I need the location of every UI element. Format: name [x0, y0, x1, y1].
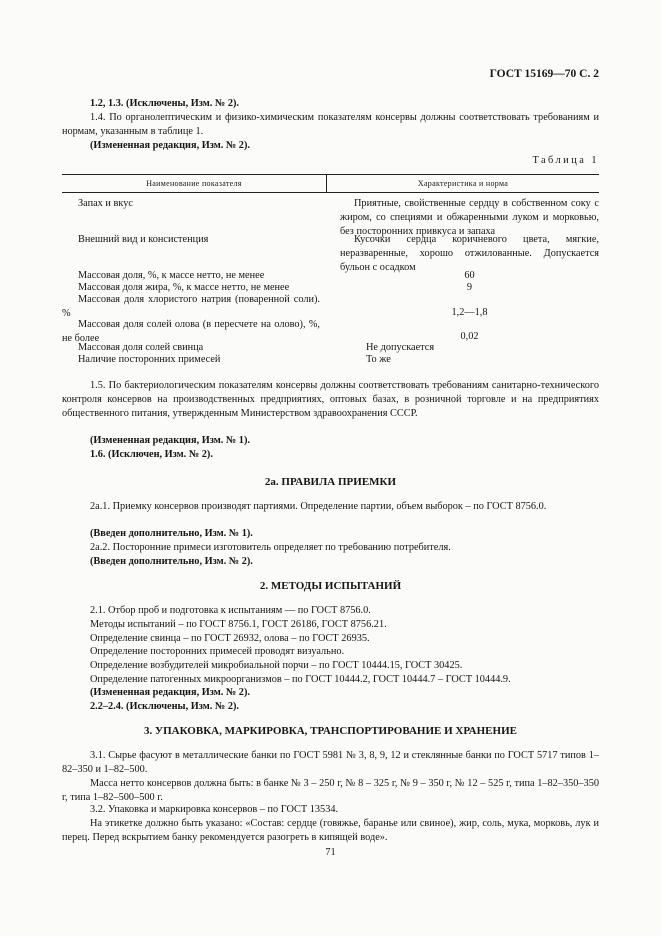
clause-3-2: 3.2. Упаковка и маркировка консервов – по ГОСТ 13534. — [90, 804, 339, 815]
clause-1-5: 1.5. По бактериологическим показателям консервы должны соответствовать требованиям санитарно-технического контроля консервов на производственных предприятиях, оптовых базах, в розничной торговле и на предприятиях общественного питания, утвержденным Министерством здравоохранения СССР. — [62, 380, 599, 419]
clause-2a-2: 2а.2. Посторонние примеси изготовитель определяет по требованию потребителя. — [90, 542, 451, 553]
page-header: ГОСТ 15169—70 С. 2 — [489, 68, 599, 80]
amendment-note-2: (Измененная редакция, Изм. № 2). — [90, 687, 250, 698]
table-row-2-value: Кусочки сердца коричневого цвета, мягкие, неразваренные, хорошо отжилованные. Допускается бульон с осадком — [340, 234, 599, 273]
table-row-7-value: Не допускается — [366, 342, 435, 353]
table-label: Таблица 1 — [532, 155, 599, 166]
clause-1-6: 1.6. (Исключен, Изм. № 2). — [90, 449, 213, 460]
amendment-note-1: (Измененная редакция, Изм. № 1). — [90, 435, 250, 446]
table-top-rule — [62, 174, 599, 175]
amendment-note: (Измененная редакция, Изм. № 2). — [90, 140, 250, 151]
clause-2-2-2-4: 2.2–2.4. (Исключены, Изм. № 2). — [90, 701, 239, 712]
clause-2-1: 2.1. Отбор проб и подготовка к испытаниям — по ГОСТ 8756.0. — [90, 605, 371, 616]
table-row-4-value: 9 — [466, 282, 473, 293]
table-row-4-name: Массовая доля жира, %, к массе нетто, не менее — [78, 282, 290, 293]
table-row-3-name: Массовая доля, %, к массе нетто, не менее — [78, 270, 265, 281]
table-row-2-name: Внешний вид и консистенция — [78, 234, 209, 245]
clause-1-2-1-3: 1.2, 1.3. (Исключены, Изм. № 2). — [90, 98, 239, 109]
table-row-3-value: 60 — [464, 270, 475, 281]
table-header-indicator: Наименование показателя — [146, 179, 242, 188]
clause-1-4: 1.4. По органолептическим и физико-химическим показателям консервы должны соответствовать требованиям и нормам, указанным в таблице 1. — [62, 112, 599, 137]
table-row-6-value: 0,02 — [460, 331, 479, 342]
table-row-1-name: Запах и вкус — [78, 198, 133, 209]
amendment-note-2a-2: (Введен дополнительно, Изм. № 2). — [90, 556, 253, 567]
table-row-5-name: Массовая доля хлористого натрия (поваренной соли). % — [62, 294, 320, 319]
clause-3-1: 3.1. Сырье фасуют в металлические банки по ГОСТ 5981 № 3, 8, 9, 12 и стеклянные банки по ГОСТ 5717 типов 1–82–350 и 1–82–500. — [62, 750, 599, 775]
table-row-8-value: То же — [366, 354, 391, 365]
label-content-line: На этикетке должно быть указано: «Состав: сердце (говяжье, баранье или свиное), жир, соль, мука, морковь, лук и перец. Перед вскрытием банку рекомендуется разогреть в кипящей воде». — [62, 818, 599, 843]
table-row-5-value: 1,2—1,8 — [451, 307, 488, 318]
table-header-rule — [62, 192, 599, 193]
table-row-1-value: Приятные, свойственные сердцу в собственном соку с жиром, со специями и обжаренными луком и морковью, без посторонних привкуса и запаха — [340, 198, 599, 237]
amendment-note-2a-1: (Введен дополнительно, Изм. № 1). — [90, 528, 253, 539]
table-header-value: Характеристика и норма — [417, 179, 509, 188]
table-row-7-name: Массовая доля солей свинца — [78, 342, 204, 353]
table-row-8-name: Наличие посторонних примесей — [78, 354, 221, 365]
spoilage-line: Определение возбудителей микробиальной порчи – по ГОСТ 10444.15, ГОСТ 30425. — [90, 660, 463, 671]
net-mass-line: Масса нетто консервов должна быть: в банке № 3 – 250 г, № 8 – 325 г, № 9 – 350 г, № 12 – 525 г, типа 1–82–350–350 г, типа 1–82–500–500 г. — [62, 778, 599, 803]
section-heading-2: 2. МЕТОДЫ ИСПЫТАНИЙ — [259, 580, 402, 592]
clause-2a-1: 2а.1. Приемку консервов производят партиями. Определение партии, объем выборок – по ГОСТ 8756.0. — [90, 501, 547, 512]
lead-tin-line: Определение свинца – по ГОСТ 26932, олова – по ГОСТ 26935. — [90, 633, 370, 644]
impurities-line: Определение посторонних примесей проводят визуально. — [90, 646, 345, 657]
pathogens-line: Определение патогенных микроорганизмов – по ГОСТ 10444.2, ГОСТ 10444.7 – ГОСТ 10444.9. — [90, 674, 511, 685]
test-methods-line: Методы испытаний – по ГОСТ 8756.1, ГОСТ 26186, ГОСТ 8756.21. — [90, 619, 387, 630]
document-page — [62, 0, 599, 936]
table-row-6-name: Массовая доля солей олова (в пересчете на олово), %, не более — [62, 319, 320, 344]
page-number: 71 — [325, 847, 336, 858]
section-heading-3: 3. УПАКОВКА, МАРКИРОВКА, ТРАНСПОРТИРОВАНИЕ И ХРАНЕНИЕ — [144, 725, 517, 737]
section-heading-2a: 2а. ПРАВИЛА ПРИЕМКИ — [264, 476, 397, 488]
